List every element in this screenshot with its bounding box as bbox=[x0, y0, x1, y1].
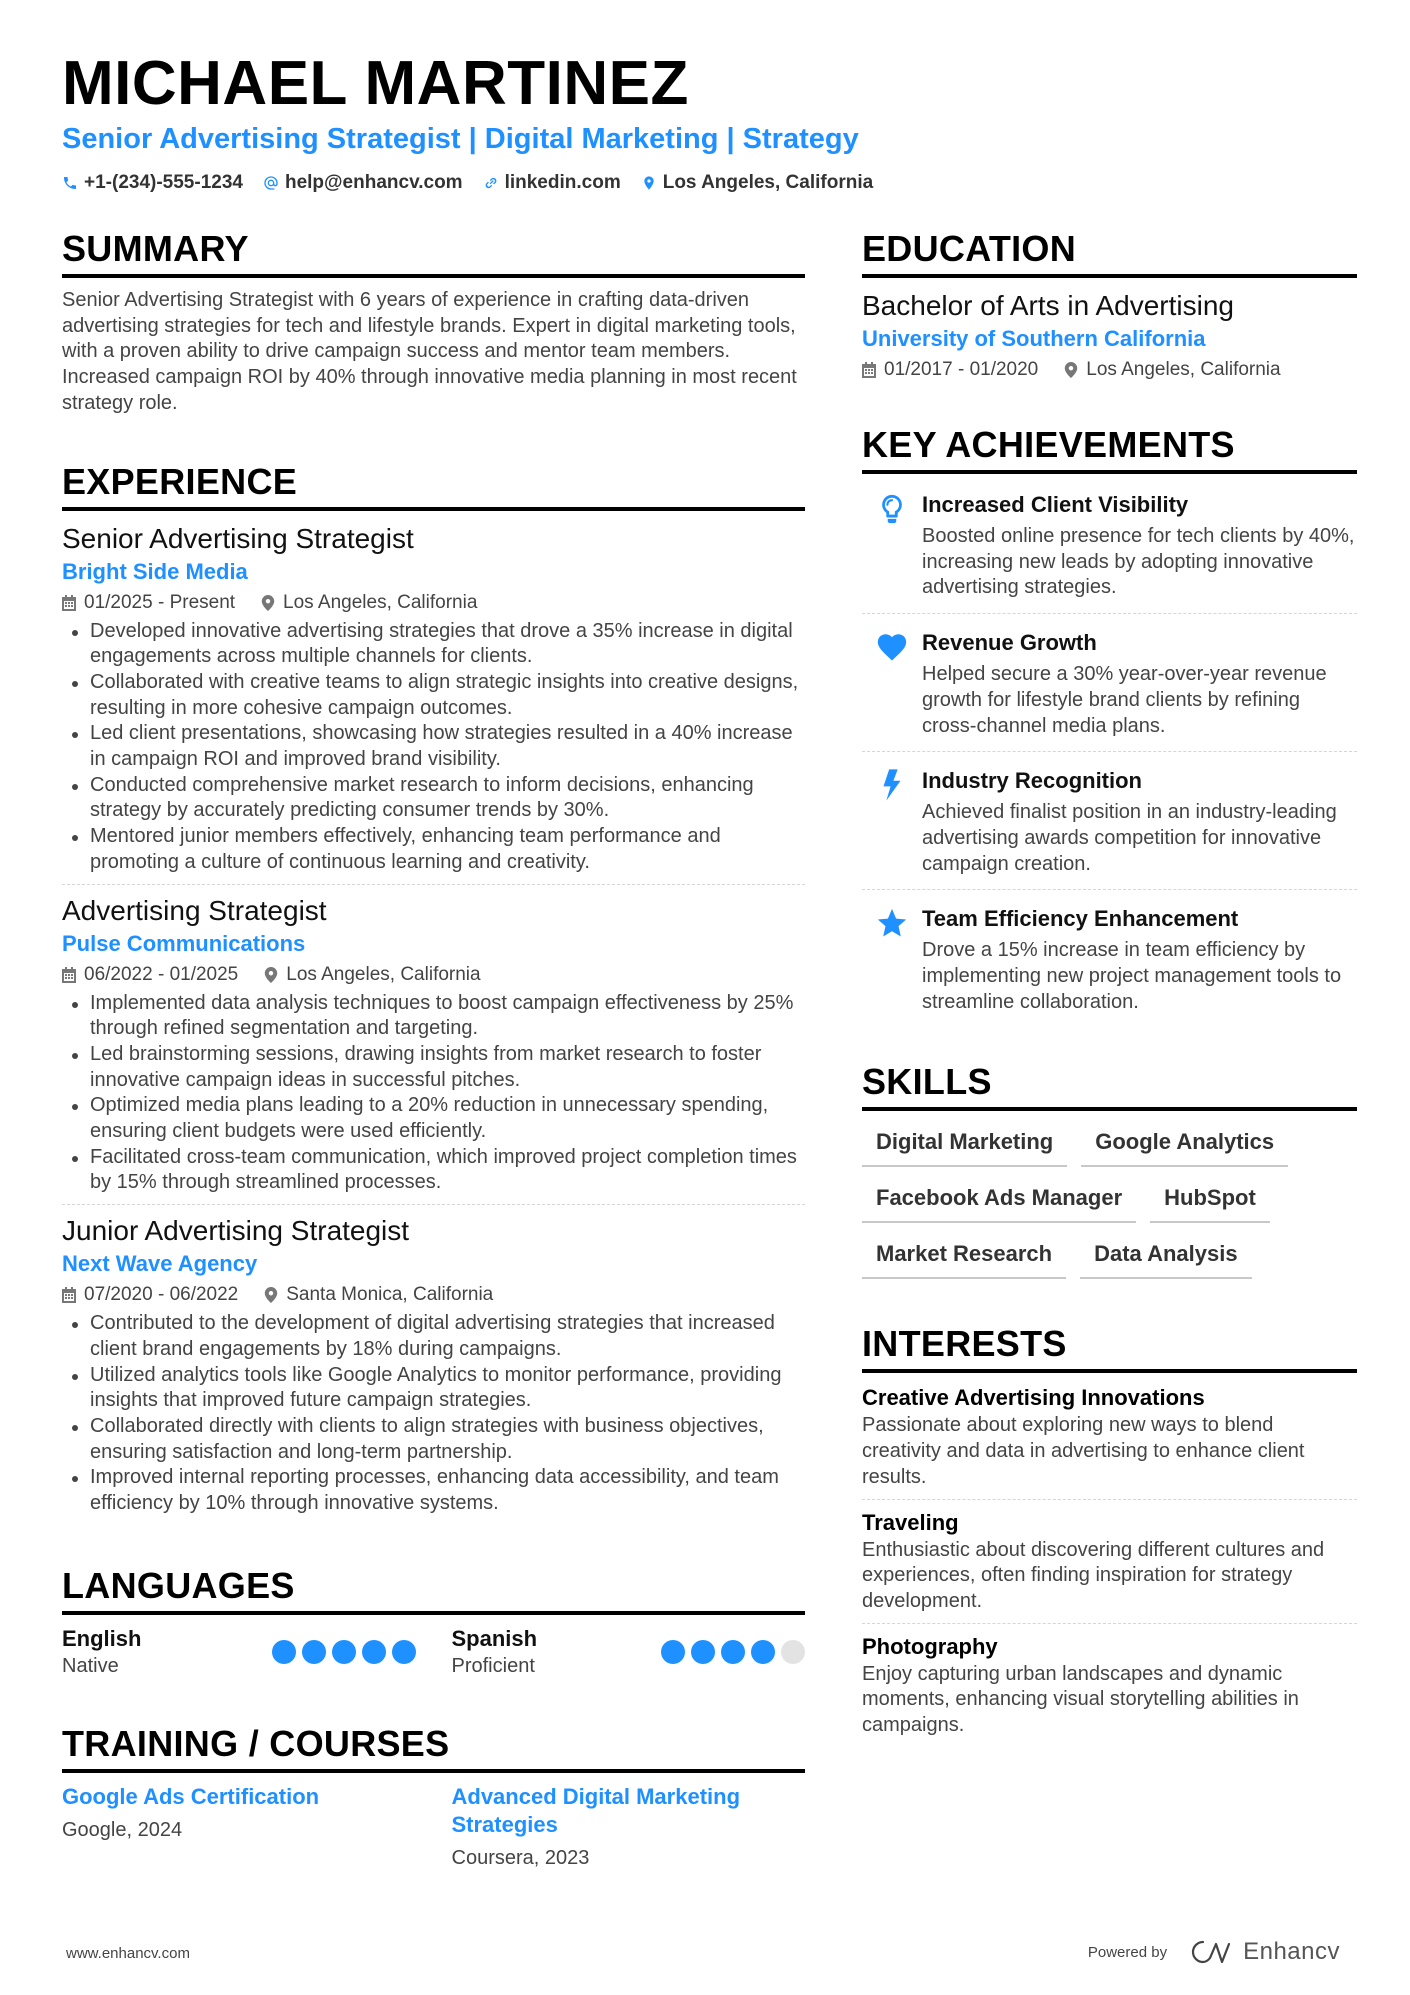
bullet-item: Improved internal reporting processes, enhancing data accessibility, and team efficiency by 10% through innovative systems. bbox=[62, 1465, 805, 1516]
bullet-item: Collaborated directly with clients to align strategies with business objectives, ensuring satisfaction and long-term partnership. bbox=[62, 1414, 805, 1465]
language-level: Proficient bbox=[451, 1654, 535, 1677]
job-entry bbox=[62, 893, 805, 1206]
interest-title: Creative Advertising Innovations bbox=[862, 1385, 1205, 1411]
skill-tag: Data Analysis bbox=[1080, 1233, 1251, 1279]
bullet-item: Led brainstorming sessions, drawing insights from market research to foster innovative campaign ideas in successful pitches. bbox=[62, 1042, 805, 1093]
course-title: Google Ads Certification bbox=[62, 1783, 320, 1809]
achievement-description: Drove a 15% increase in team efficiency by implementing new project management tools to streamline collaboration. bbox=[922, 939, 1342, 1013]
bullet-item: Facilitated cross-team communication, which improved project completion times by 15% through streamlined processes. bbox=[62, 1145, 805, 1196]
footer-website[interactable]: www.enhancv.com bbox=[66, 1945, 190, 1962]
achievement-description: Helped secure a 30% year-over-year revenue growth for lifestyle brand clients by refining cross-channel media plans. bbox=[922, 663, 1327, 737]
phone-icon bbox=[62, 175, 78, 191]
rating-dot-filled bbox=[661, 1640, 685, 1664]
rating-dot-filled bbox=[272, 1640, 296, 1664]
skill-tag: Google Analytics bbox=[1081, 1121, 1288, 1167]
location-text: Los Angeles, California bbox=[662, 172, 874, 193]
achievements-section bbox=[862, 424, 1357, 1027]
calendar-icon bbox=[62, 595, 76, 611]
rating-dot-empty bbox=[781, 1640, 805, 1664]
job-title: Advertising Strategist bbox=[62, 894, 327, 926]
left-column bbox=[62, 228, 805, 1909]
interests-section bbox=[862, 1323, 1357, 1746]
interest-item bbox=[862, 1508, 1357, 1624]
job-bullets bbox=[62, 991, 805, 1197]
lightbulb-icon bbox=[875, 492, 909, 526]
job-dates: 06/2022 - 01/2025 bbox=[84, 963, 239, 985]
map-pin-icon bbox=[264, 1287, 278, 1303]
achievement-item bbox=[862, 760, 1357, 890]
skill-tag: HubSpot bbox=[1150, 1177, 1270, 1223]
bullet-item: Contributed to the development of digital advertising strategies that increased client brand engagements by 18% during campaigns. bbox=[62, 1311, 805, 1362]
interest-description: Passionate about exploring new ways to blend creativity and data in advertising to enhance client results. bbox=[862, 1414, 1305, 1488]
job-title: Junior Advertising Strategist bbox=[62, 1215, 410, 1247]
map-pin-icon bbox=[1064, 362, 1078, 378]
language-rating bbox=[661, 1640, 805, 1664]
bullet-item: Mentored junior members effectively, enhancing team performance and promoting a culture of continuous learning and creativity. bbox=[62, 824, 805, 875]
rating-dot-filled bbox=[751, 1640, 775, 1664]
section-title-interests: INTERESTS bbox=[862, 1323, 1357, 1373]
contact-row bbox=[62, 170, 1352, 196]
contact-location bbox=[641, 170, 873, 196]
summary-section bbox=[62, 228, 805, 417]
job-location: Santa Monica, California bbox=[286, 1284, 494, 1306]
link-text: linkedin.com bbox=[504, 172, 621, 193]
bullet-item: Optimized media plans leading to a 20% reduction in unnecessary spending, ensuring client budgets were used efficiently. bbox=[62, 1093, 805, 1144]
education-section bbox=[862, 228, 1357, 384]
achievement-description: Boosted online presence for tech clients by 40%, increasing new leads by adopting innovative advertising strategies. bbox=[922, 525, 1355, 599]
email-text: help@enhancv.com bbox=[284, 172, 463, 193]
job-bullets bbox=[62, 619, 805, 876]
lightning-bolt-icon bbox=[875, 768, 909, 802]
section-title-achievements: KEY ACHIEVEMENTS bbox=[862, 424, 1357, 474]
course-title: Advanced Digital Marketing Strategies bbox=[451, 1783, 741, 1837]
education-location: Los Angeles, California bbox=[1086, 359, 1281, 380]
interest-item bbox=[862, 1383, 1357, 1499]
job-dates: 01/2025 - Present bbox=[84, 591, 236, 613]
map-pin-icon bbox=[261, 595, 275, 611]
education-dates: 01/2017 - 01/2020 bbox=[884, 359, 1039, 380]
resume-header bbox=[62, 50, 1352, 196]
language-level: Native bbox=[62, 1654, 119, 1677]
at-sign-icon bbox=[263, 175, 279, 191]
rating-dot-filled bbox=[302, 1640, 326, 1664]
language-rating bbox=[272, 1640, 416, 1664]
star-icon bbox=[875, 906, 909, 940]
enhancv-logo[interactable] bbox=[1189, 1938, 1340, 1966]
school-name: University of Southern California bbox=[862, 326, 1206, 351]
language-name: English bbox=[62, 1625, 142, 1651]
section-title-training: TRAINING / COURSES bbox=[62, 1723, 805, 1773]
right-column bbox=[862, 228, 1357, 1785]
rating-dot-filled bbox=[691, 1640, 715, 1664]
map-pin-icon bbox=[264, 967, 278, 983]
calendar-icon bbox=[62, 1287, 76, 1303]
job-title: Senior Advertising Strategist bbox=[62, 522, 414, 554]
company-name: Bright Side Media bbox=[62, 558, 248, 584]
achievement-title: Revenue Growth bbox=[922, 630, 1097, 656]
calendar-icon bbox=[862, 362, 876, 378]
brand-name: Enhancv bbox=[1243, 1938, 1340, 1965]
enhancv-logo-icon bbox=[1189, 1938, 1235, 1966]
skills-section bbox=[862, 1061, 1357, 1279]
job-meta bbox=[62, 1281, 805, 1309]
job-entry bbox=[62, 1213, 805, 1525]
course-item bbox=[62, 1783, 416, 1871]
job-entry bbox=[62, 521, 805, 885]
bullet-item: Developed innovative advertising strategies that drove a 35% increase in digital engagements across multiple channels for clients. bbox=[62, 619, 805, 670]
rating-dot-filled bbox=[392, 1640, 416, 1664]
company-name: Pulse Communications bbox=[62, 930, 306, 956]
bullet-item: Implemented data analysis techniques to boost campaign effectiveness by 25% through refined segmentation and targeting. bbox=[62, 991, 805, 1042]
languages-section bbox=[62, 1565, 805, 1679]
achievement-item bbox=[862, 898, 1357, 1027]
achievement-title: Increased Client Visibility bbox=[922, 492, 1189, 517]
candidate-headline: Senior Advertising Strategist | Digital Marketing | Strategy bbox=[62, 123, 859, 155]
section-title-summary: SUMMARY bbox=[62, 228, 805, 278]
language-name: Spanish bbox=[451, 1625, 538, 1651]
training-section bbox=[62, 1723, 805, 1871]
interest-description: Enjoy capturing urban landscapes and dynamic moments, enhancing visual storytelling abilities in campaigns. bbox=[862, 1662, 1299, 1737]
interest-title: Photography bbox=[862, 1633, 998, 1659]
footer-branding bbox=[1088, 1938, 1340, 1966]
achievement-title: Industry Recognition bbox=[922, 768, 1142, 794]
job-meta bbox=[62, 961, 805, 989]
interest-description: Enthusiastic about discovering different cultures and experiences, often finding inspiration for strategy development. bbox=[862, 1538, 1325, 1612]
job-location: Los Angeles, California bbox=[286, 963, 481, 985]
interest-title: Traveling bbox=[862, 1509, 959, 1535]
education-meta bbox=[862, 356, 1357, 384]
achievement-item bbox=[862, 622, 1357, 752]
rating-dot-filled bbox=[362, 1640, 386, 1664]
language-item bbox=[452, 1625, 806, 1679]
skill-tag: Facebook Ads Manager bbox=[862, 1177, 1136, 1223]
section-title-experience: EXPERIENCE bbox=[62, 461, 805, 511]
map-pin-icon bbox=[641, 175, 657, 191]
skill-tag: Market Research bbox=[862, 1233, 1066, 1279]
achievement-description: Achieved finalist position in an industry-leading advertising awards competition for innovative campaign creation. bbox=[922, 801, 1337, 875]
section-title-education: EDUCATION bbox=[862, 228, 1357, 278]
section-title-skills: SKILLS bbox=[862, 1061, 1357, 1111]
company-name: Next Wave Agency bbox=[62, 1251, 258, 1277]
heart-icon bbox=[875, 630, 909, 664]
interest-item bbox=[862, 1632, 1357, 1747]
bullet-item: Utilized analytics tools like Google Analytics to monitor performance, providing insights that improved future campaign strategies. bbox=[62, 1363, 805, 1414]
course-provider: Google, 2024 bbox=[62, 1818, 183, 1841]
calendar-icon bbox=[62, 967, 76, 983]
contact-phone[interactable] bbox=[62, 170, 243, 196]
achievement-title: Team Efficiency Enhancement bbox=[922, 906, 1239, 932]
achievement-item bbox=[862, 484, 1357, 614]
section-title-languages: LANGUAGES bbox=[62, 1565, 805, 1615]
skill-tag: Digital Marketing bbox=[862, 1121, 1067, 1167]
degree: Bachelor of Arts in Advertising bbox=[862, 290, 1234, 321]
contact-link[interactable] bbox=[483, 170, 621, 196]
job-meta bbox=[62, 589, 805, 617]
powered-by-label: Powered by bbox=[1087, 1943, 1168, 1961]
rating-dot-filled bbox=[332, 1640, 356, 1664]
bullet-item: Led client presentations, showcasing how strategies resulted in a 40% increase in campaign ROI and improved brand visibility. bbox=[62, 721, 805, 772]
job-location: Los Angeles, California bbox=[283, 591, 478, 613]
bullet-item: Conducted comprehensive market research to inform decisions, enhancing strategy by accurately predicting consumer trends by 30%. bbox=[62, 773, 805, 824]
rating-dot-filled bbox=[721, 1640, 745, 1664]
phone-text: +1-(234)-555-1234 bbox=[84, 172, 243, 193]
link-icon bbox=[483, 175, 499, 191]
language-item bbox=[62, 1625, 416, 1679]
course-item bbox=[452, 1783, 806, 1871]
contact-email[interactable] bbox=[263, 170, 463, 196]
job-dates: 07/2020 - 06/2022 bbox=[84, 1284, 239, 1306]
bullet-item: Collaborated with creative teams to align strategic insights into creative designs, resulting in more cohesive campaign outcomes. bbox=[62, 670, 805, 721]
candidate-name: MICHAEL MARTINEZ bbox=[62, 49, 689, 118]
job-bullets bbox=[62, 1311, 805, 1517]
course-provider: Coursera, 2023 bbox=[451, 1846, 590, 1869]
experience-section bbox=[62, 461, 805, 1525]
summary-text: Senior Advertising Strategist with 6 years of experience in crafting data-driven advertising strategies for tech and lifestyle brands. Expert in digital marketing tools, with a proven ability to drive campaign success and mentor team members. Increased campaign ROI by 40% through innovative media planning in most recent strategy role. bbox=[62, 289, 797, 414]
